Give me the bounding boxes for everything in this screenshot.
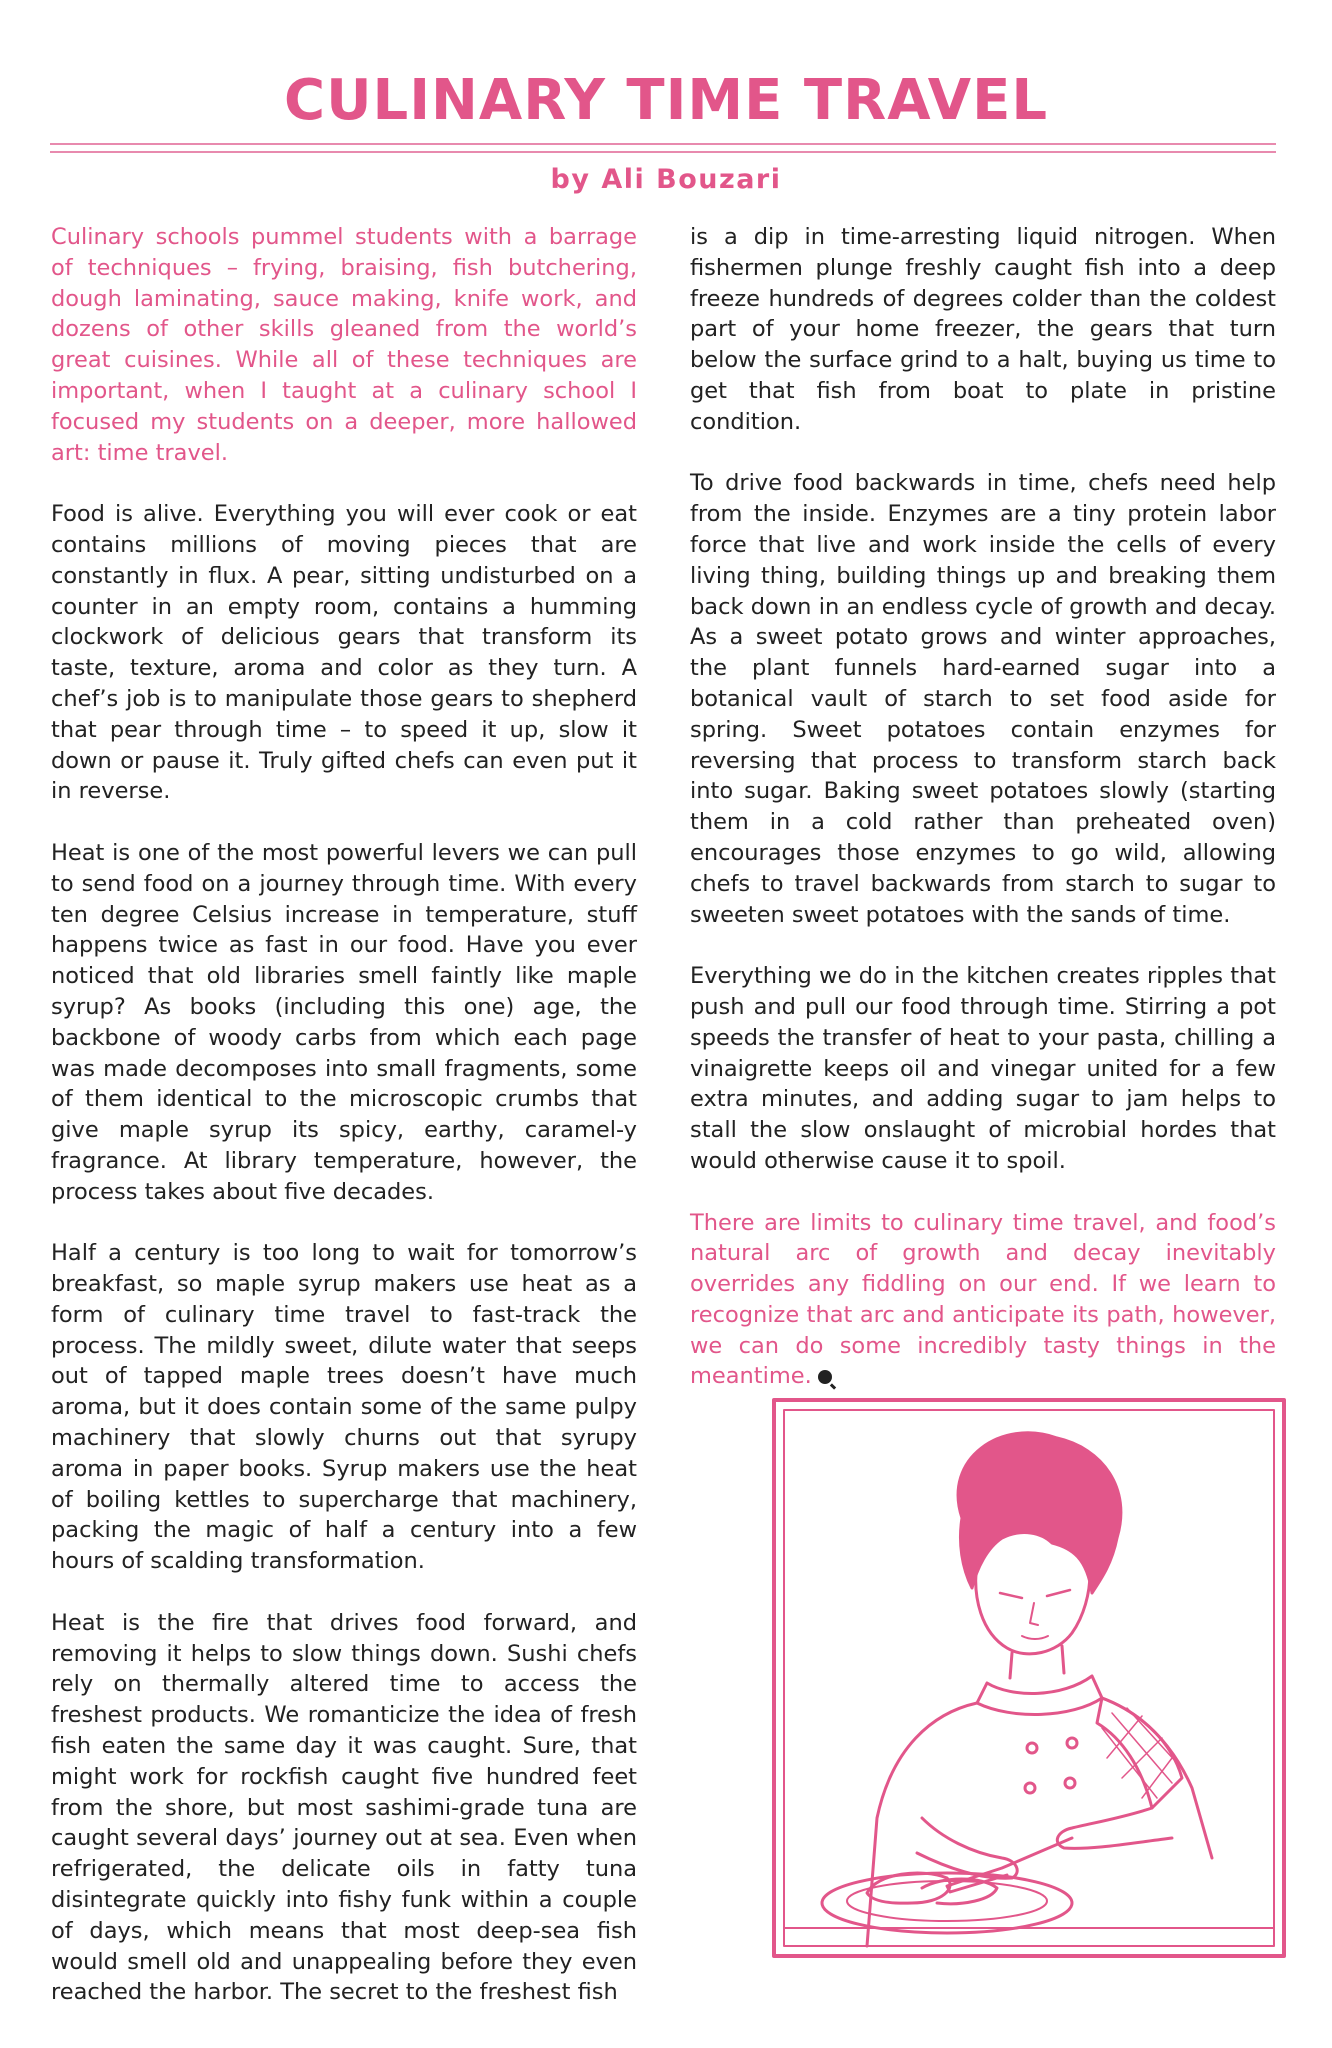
body-paragraph-4: Heat is the fire that drives food forward, and removing it helps to slow things down. Sushi chefs rely on thermally altered time to access the freshest products. We romanticize the idea of fresh fish eaten the same day it was caught. Sure, that might work for rockfish caught five hundred feet from the shore, but most sashimi-grade tuna are caught several days’ journey out at sea. Even when refrigerated, the delicate oils in fatty tuna disintegrate quickly into fishy funk within a couple of days, which means that most deep-sea fish would smell old and unappealing before they even reached the harbor. The secret to the freshest fish xyxy=(51,1609,637,2006)
outro-text: There are limits to culinary time travel, and food’s natural arc of growth and decay inevitably overrides any fiddling on our end. If we learn to recognize that arc and anticipate its path, however, we can do some incredibly tasty things in the meantime. xyxy=(690,1209,1276,1390)
shoulder-crosshatch xyxy=(1102,1708,1177,1798)
title-rule-bottom xyxy=(50,151,1276,153)
intro-paragraph: Culinary schools pummel students with a barrage of techniques – frying, braising, fish butchering, dough laminating, sauce making, knife work, and dozens of other skills gleaned from the world’s great cuisines. While all of these techniques are important, when I taught at a culinary school I focused my students on a deeper, more hallowed art: time travel. xyxy=(51,224,637,466)
jacket-button-2 xyxy=(1067,1738,1077,1748)
chef-slicing-fish-illustration xyxy=(772,1398,1286,1958)
chef-collar xyxy=(977,1676,1102,1714)
chef-shoulder-pattern xyxy=(1097,1698,1182,1808)
chef-hair xyxy=(958,1433,1121,1593)
jacket-button-4 xyxy=(1065,1778,1075,1788)
jacket-button-3 xyxy=(1025,1783,1035,1793)
chef-mouth xyxy=(1022,1636,1048,1639)
body-paragraph-2: Heat is one of the most powerful levers we can pull to send food on a journey through time. With every ten degree Celsius increase in temperature, stuff happens twice as fast in our food. Have you ever noticed that old libraries smell faintly like maple syrup? As books (including this one) age, the backbone of woody carbs from which each page was made decomposes into small fragments, some of them identical to the microscopic crumbs that give maple syrup its spicy, earthy, caramel-y fragrance. At library temperature, however, the process takes about five decades. xyxy=(51,839,637,1205)
chef-right-arm xyxy=(1057,1808,1172,1848)
end-of-article-icon xyxy=(818,1370,832,1384)
left-column xyxy=(51,222,637,2008)
right-column xyxy=(690,222,1276,1423)
body-paragraph-5: To drive food backwards in time, chefs need help from the inside. Enzymes are a tiny protein labor force that live and work inside the cells of every living thing, building things up and breaking them back down in an endless cycle of growth and decay. As a sweet potato grows and winter approaches, the plant funnels hard-earned sugar into a botanical vault of starch to set food aside for spring. Sweet potatoes contain enzymes for reversing that process to transform starch back into sugar. Baking sweet potatoes slowly (starting them in a cold rather than preheated oven) encourages those enzymes to go wild, allowing chefs to travel backwards from starch to sugar to sweeten sweet potatoes with the sands of time. xyxy=(690,470,1276,928)
article-title: CULINARY TIME TRAVEL xyxy=(283,68,1049,133)
body-paragraph-4-continued: is a dip in time-arresting liquid nitrogen. When fishermen plunge freshly caught fish into a deep freeze hundreds of degrees colder than the coldest part of your home freezer, the gears that turn below the surface grind to a halt, buying us time to get that fish from boat to plate in pristine condition. xyxy=(690,224,1276,435)
chef-nose xyxy=(1030,1603,1038,1625)
outro-paragraph xyxy=(690,1208,1276,1393)
chef-jacket-left xyxy=(867,1703,977,1946)
body-paragraph-1: Food is alive. Everything you will ever cook or eat contains millions of moving pieces that are constantly in flux. A pear, sitting undisturbed on a counter in an empty room, contains a humming clockwork of delicious gears that transform its taste, texture, aroma and color as they turn. A chef’s job is to manipulate those gears to shepherd that pear through time – to speed it up, slow it down or pause it. Truly gifted chefs can even put it in reverse. xyxy=(51,501,637,805)
title-rule-top xyxy=(50,143,1276,145)
chef-eyes xyxy=(1000,1590,1070,1598)
body-paragraph-3: Half a century is too long to wait for tomorrow’s breakfast, so maple syrup makers use heat as a form of culinary time travel to fast-track the process. The mildly sweet, dilute water that seeps out of tapped maple trees doesn’t have much aroma, but it does contain some of the same pulpy machinery that slowly churns out that syrupy aroma in paper books. Syrup makers use the heat of boiling kettles to supercharge that machinery, packing the magic of half a century into a few hours of scalding transformation. xyxy=(51,1240,637,1575)
jacket-button-1 xyxy=(1027,1743,1037,1753)
body-paragraph-6: Everything we do in the kitchen creates ripples that push and pull our food through time. Stirring a pot speeds the transfer of heat to your pasta, chilling a vinaigrette keeps oil and vinegar united for a few extra minutes, and adding sugar to jam helps to stall the slow onslaught of microbial hordes that would otherwise cause it to spoil. xyxy=(690,963,1276,1174)
article-byline: by Ali Bouzari xyxy=(550,164,782,195)
chef-neck xyxy=(1010,1646,1064,1678)
